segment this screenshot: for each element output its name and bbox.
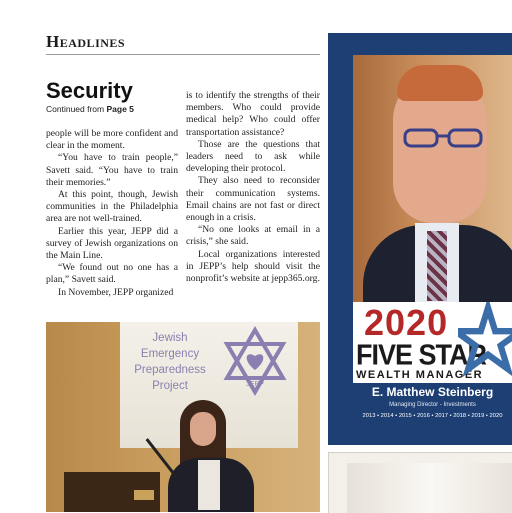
continued-prefix: Continued from (46, 104, 107, 114)
continued-line (46, 104, 134, 114)
next-photo-content (347, 463, 512, 513)
screen-title-line: Jewish (152, 332, 188, 344)
portrait-hair (397, 65, 483, 101)
next-photo-partial (328, 452, 512, 513)
paragraph: They also need to reconsider their communication systems. Email chains are not fast or direct enough in a crisis. (186, 175, 320, 224)
paragraph: “We found out no one has a plan,” Savett said. (46, 262, 178, 286)
paragraph: “You have to train people,” Savett said. “You have to train their memories.” (46, 152, 178, 188)
screen-title-line: Preparedness (134, 364, 206, 376)
logo-text: JEPP (246, 381, 264, 388)
award-years: 2013 • 2014 • 2015 • 2016 • 2017 • 2018 • 2019 • 2020 (362, 413, 503, 419)
speaker-photo (46, 322, 320, 512)
paragraph: Earlier this year, JEPP did a survey of Jewish organizations on the Main Line. (46, 225, 178, 262)
award-subheadline: WEALTH MANAGER (356, 369, 484, 381)
paragraph: Those are the questions that leaders need to ask while developing their protocol. (186, 138, 320, 175)
advertiser-role: Managing Director - Investments (389, 402, 476, 408)
screen-title-line: Emergency (140, 348, 200, 360)
award-star-icon (458, 302, 512, 382)
podium-plate (134, 490, 154, 500)
advertiser-name: E. Matthew Steinberg (371, 385, 494, 399)
star-of-david-logo-icon (220, 326, 290, 396)
award-headline: FIVE STAR (356, 339, 487, 371)
article-column-right (186, 90, 320, 285)
paragraph: Local organizations interested in JEPP’s help should visit the nonprofit’s website at jepp365.org. (186, 248, 320, 285)
paragraph: is to identify the strengths of their members. Who could provide medical help? Who could offer transportation assistance? (186, 90, 320, 138)
speaker-shirt (198, 460, 220, 510)
podium (64, 472, 160, 512)
article-column-left (46, 128, 178, 299)
continued-page-link[interactable]: Page 5 (106, 104, 134, 114)
portrait-tie (427, 231, 447, 301)
paragraph: At this point, though, Jewish communities in the Philadelphia area are not well-trained. (46, 189, 178, 225)
speaker-face (190, 412, 216, 446)
paragraph: “No one looks at email in a crisis,” she said. (186, 224, 320, 248)
screen-title-line: Project (152, 380, 188, 392)
screen-title (124, 330, 216, 394)
section-heading: Headlines (46, 32, 126, 51)
award-year: 2020 (364, 302, 449, 343)
article-title: Security (46, 78, 133, 103)
glasses-icon (403, 127, 483, 149)
heading-rule (46, 54, 320, 55)
paragraph: In November, JEPP organized (58, 286, 174, 298)
advertiser-portrait (353, 55, 512, 302)
paragraph: people will be more confident and clear in the moment. (46, 128, 178, 152)
